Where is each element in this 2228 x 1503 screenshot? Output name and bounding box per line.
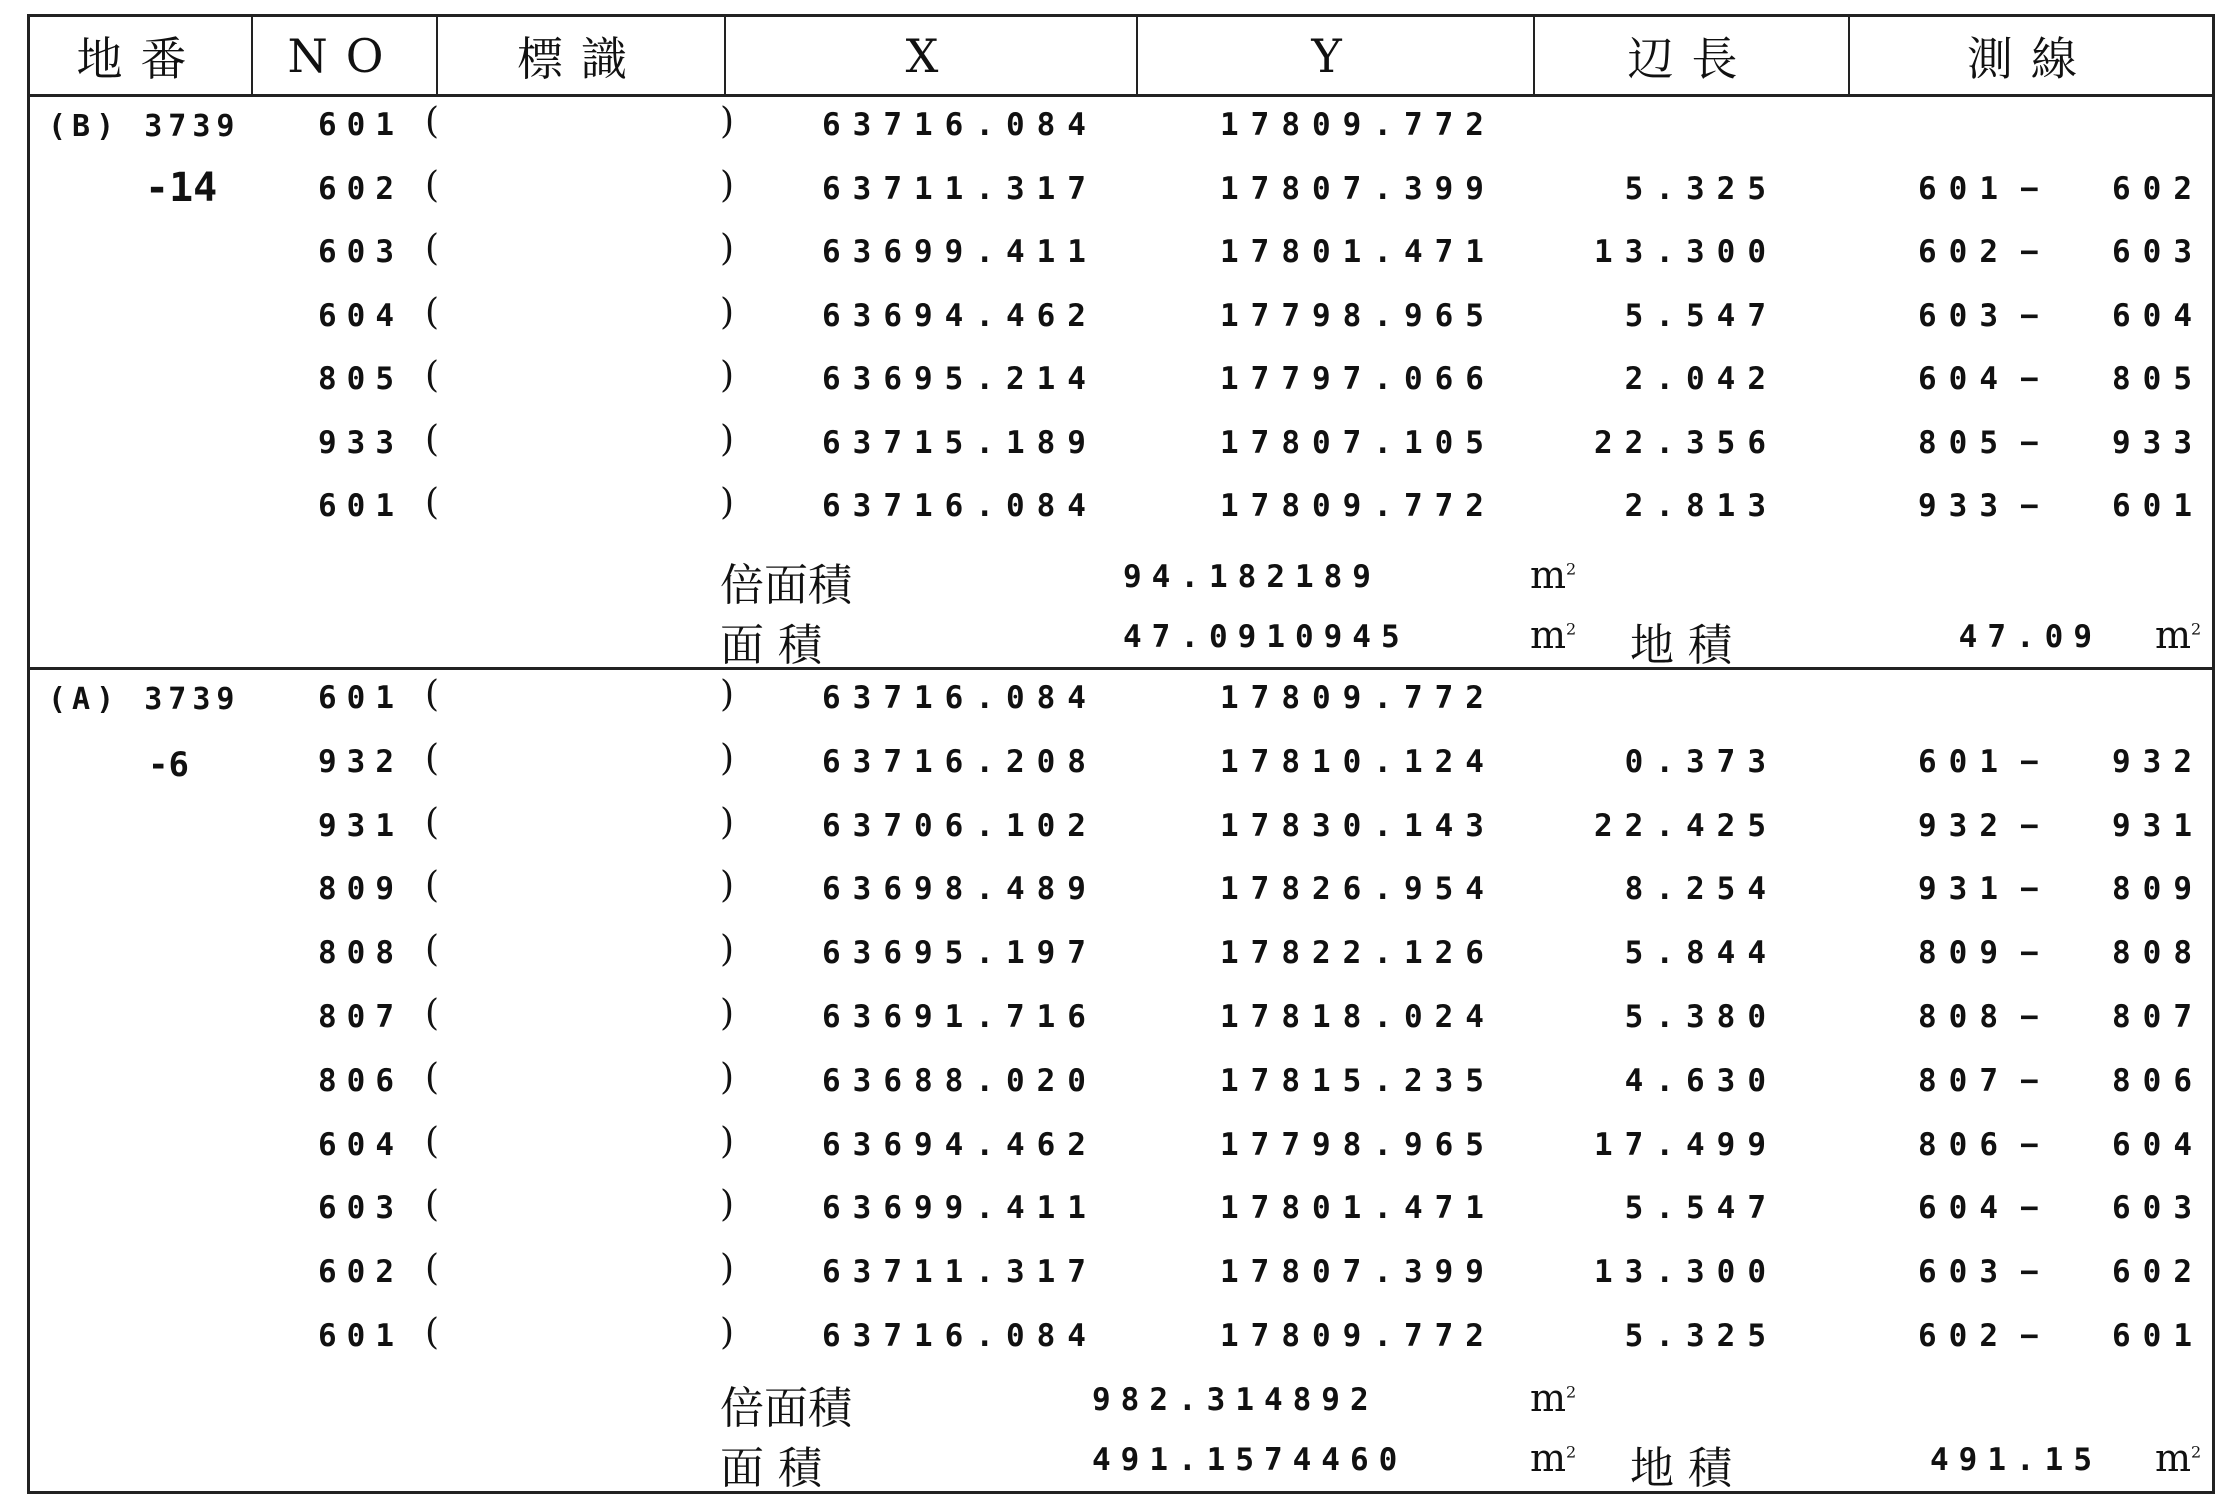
side-length: 5.547 xyxy=(1624,297,1778,334)
line-start: 603 xyxy=(1918,297,2010,334)
marker-paren-close: ) xyxy=(720,1248,735,1290)
survey-table xyxy=(27,14,2215,1494)
table-row xyxy=(30,1117,2212,1180)
line-end: 809 xyxy=(2112,871,2204,908)
y-coordinate: 17815.235 xyxy=(1220,1062,1496,1099)
y-coordinate: 17807.399 xyxy=(1220,170,1496,207)
line-end: 602 xyxy=(2112,1254,2204,1291)
header-survey-line: 測線 xyxy=(1967,31,2095,86)
line-dash: − xyxy=(2020,807,2039,844)
y-coordinate: 17809.772 xyxy=(1220,107,1496,143)
x-coordinate: 63716.208 xyxy=(822,743,1098,780)
point-number: 933 xyxy=(318,424,404,461)
double-area-row xyxy=(30,1370,2212,1433)
x-coordinate: 63715.189 xyxy=(822,424,1098,461)
point-number: 601 xyxy=(318,488,404,524)
side-length: 0.373 xyxy=(1624,743,1778,780)
point-number: 602 xyxy=(318,170,404,207)
line-end: 808 xyxy=(2112,935,2204,972)
marker-paren-open: ( xyxy=(425,164,440,206)
y-coordinate: 17801.471 xyxy=(1220,234,1496,270)
table-row xyxy=(30,1053,2212,1116)
side-length: 2.813 xyxy=(1624,488,1778,524)
section-b xyxy=(30,97,2212,670)
line-start: 601 xyxy=(1918,743,2010,780)
header-side-length: 辺長 xyxy=(1535,17,1850,94)
line-dash: − xyxy=(2020,488,2039,524)
section-a xyxy=(30,670,2212,1494)
y-coordinate: 17818.024 xyxy=(1220,999,1496,1035)
y-coordinate: 17809.772 xyxy=(1220,488,1496,524)
point-number: 603 xyxy=(318,234,404,270)
marker-paren-open: ( xyxy=(425,1056,440,1098)
area-row xyxy=(30,1430,2212,1493)
y-coordinate: 17830.143 xyxy=(1220,807,1496,844)
table-row xyxy=(30,224,2212,287)
double-area-value: 982.314892 xyxy=(1092,1382,1379,1418)
point-number: 809 xyxy=(318,871,404,908)
marker-paren-open: ( xyxy=(425,929,440,971)
marker-paren-close: ) xyxy=(720,228,735,269)
line-dash: − xyxy=(2020,1190,2039,1227)
line-dash: − xyxy=(2020,424,2039,461)
line-end: 931 xyxy=(2112,807,2204,844)
side-length: 5.547 xyxy=(1624,1190,1778,1227)
double-area-label: 倍面積 xyxy=(720,560,852,611)
line-start: 603 xyxy=(1918,1254,2010,1291)
line-end: 806 xyxy=(2112,1062,2204,1099)
x-coordinate: 63698.489 xyxy=(822,871,1098,908)
line-end: 603 xyxy=(2112,234,2204,270)
table-row xyxy=(30,97,2212,160)
line-end: 601 xyxy=(2112,488,2204,524)
line-dash: − xyxy=(2020,234,2039,270)
marker-paren-close: ) xyxy=(720,993,735,1034)
side-length: 5.844 xyxy=(1624,935,1778,972)
marker-paren-close: ) xyxy=(720,801,735,843)
marker-paren-open: ( xyxy=(425,418,440,460)
line-end: 805 xyxy=(2112,361,2204,397)
x-coordinate: 63695.214 xyxy=(822,361,1098,397)
lot-number: (B) 3739 xyxy=(48,109,241,144)
area-row xyxy=(30,607,2212,670)
x-coordinate: 63711.317 xyxy=(822,1254,1098,1291)
marker-paren-close: ) xyxy=(720,418,735,460)
x-coordinate: 63711.317 xyxy=(822,170,1098,207)
table-row xyxy=(30,989,2212,1052)
point-number: 932 xyxy=(318,743,404,780)
table-row xyxy=(30,798,2212,861)
marker-paren-open: ( xyxy=(425,674,440,715)
line-dash: − xyxy=(2020,1318,2039,1354)
x-coordinate: 63695.197 xyxy=(822,935,1098,972)
double-area-label: 倍面積 xyxy=(720,1383,852,1434)
marker-paren-close: ) xyxy=(720,674,735,715)
point-number: 604 xyxy=(318,297,404,334)
area-label: 面 積 xyxy=(720,1443,822,1494)
unit-sqm: $m^2$ xyxy=(1530,1376,1577,1420)
side-length: 17.499 xyxy=(1594,1126,1778,1163)
marker-paren-open: ( xyxy=(425,801,440,843)
table-row xyxy=(30,478,2212,541)
x-coordinate: 63699.411 xyxy=(822,234,1098,270)
marker-paren-open: ( xyxy=(425,482,440,523)
y-coordinate: 17810.124 xyxy=(1220,743,1496,780)
side-length: 5.325 xyxy=(1624,170,1778,207)
line-start: 806 xyxy=(1918,1126,2010,1163)
side-length: 5.325 xyxy=(1624,1318,1778,1354)
table-row xyxy=(30,351,2212,414)
area-value: 491.1574460 xyxy=(1092,1442,1408,1478)
line-end: 604 xyxy=(2112,297,2204,334)
line-start: 602 xyxy=(1918,234,2010,270)
marker-paren-open: ( xyxy=(425,291,440,333)
header-lot-number: 地番 xyxy=(30,17,253,94)
land-area-label: 地 積 xyxy=(1630,1443,1732,1494)
x-coordinate: 63688.020 xyxy=(822,1062,1098,1099)
side-length: 13.300 xyxy=(1594,234,1778,270)
unit-sqm: $m^2$ xyxy=(1530,613,1577,657)
line-start: 809 xyxy=(1918,935,2010,972)
y-coordinate: 17826.954 xyxy=(1220,871,1496,908)
y-coordinate: 17797.066 xyxy=(1220,361,1496,397)
header-y: Y xyxy=(1138,17,1535,94)
line-end: 602 xyxy=(2112,170,2204,207)
marker-paren-open: ( xyxy=(425,101,440,142)
y-coordinate: 17809.772 xyxy=(1220,680,1496,716)
line-end: 601 xyxy=(2112,1318,2204,1354)
line-dash: − xyxy=(2020,170,2039,207)
land-area-value: 47.09 xyxy=(1958,619,2102,655)
x-coordinate: 63716.084 xyxy=(822,680,1098,716)
land-area-label: 地 積 xyxy=(1630,620,1732,671)
line-end: 933 xyxy=(2112,424,2204,461)
line-start: 933 xyxy=(1918,488,2010,524)
line-start: 807 xyxy=(1918,1062,2010,1099)
table-header xyxy=(30,17,2212,97)
marker-paren-close: ) xyxy=(720,355,735,396)
unit-sqm: $m^2$ xyxy=(1530,1436,1577,1480)
x-coordinate: 63716.084 xyxy=(822,1318,1098,1354)
unit-sqm: $m^2$ xyxy=(2155,1436,2202,1480)
marker-paren-open: ( xyxy=(425,355,440,396)
unit-sqm: $m^2$ xyxy=(2155,613,2202,657)
marker-paren-open: ( xyxy=(425,228,440,269)
line-start: 604 xyxy=(1918,1190,2010,1227)
side-length: 22.356 xyxy=(1594,424,1778,461)
point-number: 805 xyxy=(318,361,404,397)
line-dash: − xyxy=(2020,999,2039,1035)
marker-paren-open: ( xyxy=(425,993,440,1034)
point-number: 601 xyxy=(318,680,404,716)
table-row xyxy=(30,1244,2212,1307)
marker-paren-open: ( xyxy=(425,1248,440,1290)
x-coordinate: 63716.084 xyxy=(822,488,1098,524)
side-length: 2.042 xyxy=(1624,361,1778,397)
double-area-value: 94.182189 xyxy=(1123,559,1381,595)
marker-paren-open: ( xyxy=(425,1120,440,1162)
marker-paren-close: ) xyxy=(720,291,735,333)
line-end: 807 xyxy=(2112,999,2204,1035)
table-row xyxy=(30,288,2212,351)
line-dash: − xyxy=(2020,1254,2039,1291)
lot-number: (A) 3739 xyxy=(48,682,241,717)
y-coordinate: 17798.965 xyxy=(1220,1126,1496,1163)
table-row xyxy=(30,670,2212,733)
unit-sqm: $m^2$ xyxy=(1530,553,1577,597)
point-number: 601 xyxy=(318,107,404,143)
line-dash: − xyxy=(2020,743,2039,780)
land-area-value: 491.15 xyxy=(1930,1442,2102,1478)
point-number: 603 xyxy=(318,1190,404,1227)
point-number: 807 xyxy=(318,999,404,1035)
marker-paren-close: ) xyxy=(720,1056,735,1098)
y-coordinate: 17807.399 xyxy=(1220,1254,1496,1291)
x-coordinate: 63694.462 xyxy=(822,297,1098,334)
x-coordinate: 63691.716 xyxy=(822,999,1098,1035)
side-length: 8.254 xyxy=(1624,871,1778,908)
y-coordinate: 17801.471 xyxy=(1220,1190,1496,1227)
table-row xyxy=(30,734,2212,797)
table-row xyxy=(30,161,2212,224)
y-coordinate: 17807.105 xyxy=(1220,424,1496,461)
line-dash: − xyxy=(2020,297,2039,334)
table-row xyxy=(30,861,2212,924)
header-marker: 標識 xyxy=(438,17,726,94)
line-dash: − xyxy=(2020,935,2039,972)
marker-paren-close: ) xyxy=(720,929,735,971)
marker-paren-close: ) xyxy=(720,482,735,523)
line-end: 604 xyxy=(2112,1126,2204,1163)
line-dash: − xyxy=(2020,1062,2039,1099)
x-coordinate: 63699.411 xyxy=(822,1190,1098,1227)
marker-paren-close: ) xyxy=(720,1120,735,1162)
line-start: 805 xyxy=(1918,424,2010,461)
y-coordinate: 17798.965 xyxy=(1220,297,1496,334)
x-coordinate: 63716.084 xyxy=(822,107,1098,143)
point-number: 602 xyxy=(318,1254,404,1291)
y-coordinate: 17822.126 xyxy=(1220,935,1496,972)
point-number: 931 xyxy=(318,807,404,844)
x-coordinate: 63706.102 xyxy=(822,807,1098,844)
line-end: 603 xyxy=(2112,1190,2204,1227)
table-row xyxy=(30,415,2212,478)
point-number: 806 xyxy=(318,1062,404,1099)
marker-paren-close: ) xyxy=(720,164,735,206)
marker-paren-close: ) xyxy=(720,1184,735,1226)
line-dash: − xyxy=(2020,1126,2039,1163)
marker-paren-open: ( xyxy=(425,1184,440,1226)
line-start: 808 xyxy=(1918,999,2010,1035)
line-start: 601 xyxy=(1918,170,2010,207)
point-number: 604 xyxy=(318,1126,404,1163)
line-start: 932 xyxy=(1918,807,2010,844)
side-length: 13.300 xyxy=(1594,1254,1778,1291)
point-number: 808 xyxy=(318,935,404,972)
header-no: NO xyxy=(253,17,438,94)
line-dash: − xyxy=(2020,871,2039,908)
marker-paren-close: ) xyxy=(720,865,735,907)
line-start: 931 xyxy=(1918,871,2010,908)
double-area-row xyxy=(30,547,2212,610)
lot-branch: -14 xyxy=(145,165,218,211)
marker-paren-open: ( xyxy=(425,865,440,907)
table-row xyxy=(30,925,2212,988)
side-length: 4.630 xyxy=(1624,1062,1778,1099)
marker-paren-open: ( xyxy=(425,737,440,779)
line-end: 932 xyxy=(2112,743,2204,780)
marker-paren-close: ) xyxy=(720,1312,735,1353)
side-length: 22.425 xyxy=(1594,807,1778,844)
line-start: 604 xyxy=(1918,361,2010,397)
y-coordinate: 17809.772 xyxy=(1220,1318,1496,1354)
line-dash: − xyxy=(2020,361,2039,397)
marker-paren-close: ) xyxy=(720,101,735,142)
point-number: 601 xyxy=(318,1318,404,1354)
area-label: 面 積 xyxy=(720,620,822,671)
area-value: 47.0910945 xyxy=(1123,619,1410,655)
marker-paren-close: ) xyxy=(720,737,735,779)
x-coordinate: 63694.462 xyxy=(822,1126,1098,1163)
header-x: X xyxy=(726,17,1138,94)
line-start: 602 xyxy=(1918,1318,2010,1354)
table-row xyxy=(30,1308,2212,1371)
lot-branch: -6 xyxy=(148,745,189,785)
side-length: 5.380 xyxy=(1624,999,1778,1035)
marker-paren-open: ( xyxy=(425,1312,440,1353)
table-row xyxy=(30,1180,2212,1243)
